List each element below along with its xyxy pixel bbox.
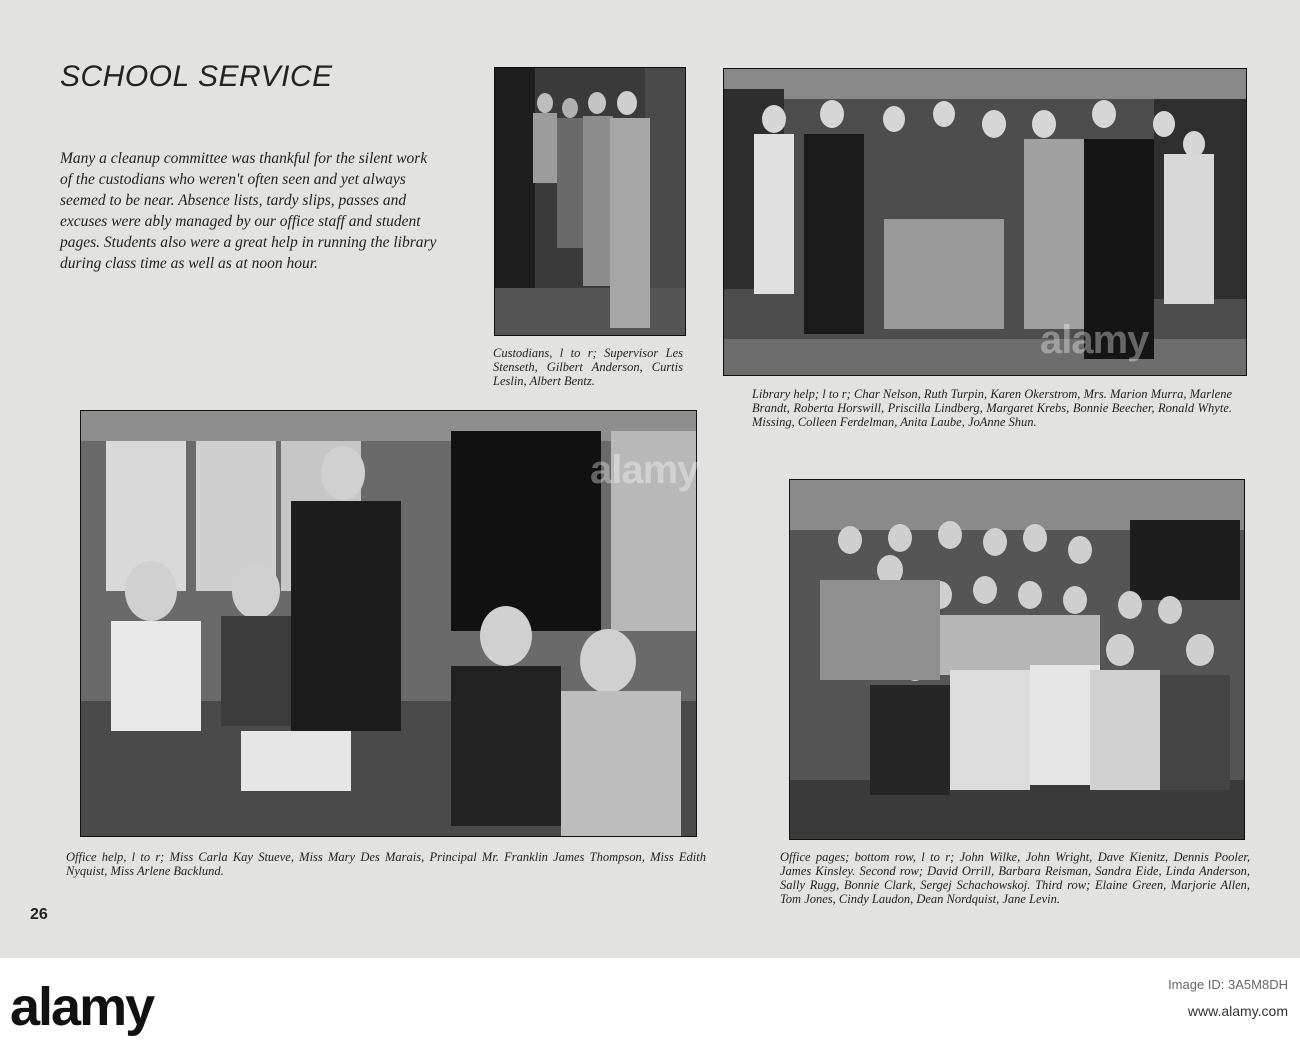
image-id: Image ID: 3A5M8DH — [1168, 977, 1288, 992]
office-pages-caption: Office pages; bottom row, l to r; John Wilke, John Wright, Dave Kienitz, Dennis Pooler, James Kinsley. Second row; David Orrill, Barbara Reisman, Sandra Eide, Linda Anderson, Sally Rugg, Bonnie Clark, Sergej Schachowskoj. Third row; Elaine Green, Marjorie Allen, Tom Jones, Cindy Laudon, Dean Nordquist, Jane Levin. — [780, 850, 1250, 906]
watermark-logo: alamy — [590, 448, 699, 492]
site-link[interactable]: www.alamy.com — [1187, 1003, 1288, 1019]
office-help-photo — [80, 410, 697, 837]
intro-paragraph: Many a cleanup committee was thankful for the silent work of the custodians who weren't often seen and yet always seemed to be near. Absence lists, tardy slips, passes and excuses were ably managed by our office staff and student pages. Students also were a great help in running the library during class time as well as at noon hour. — [60, 150, 437, 272]
office-help-caption: Office help, l to r; Miss Carla Kay Stueve, Miss Mary Des Marais, Principal Mr. Franklin James Thompson, Miss Edith Nyquist, Miss Arlene Backlund. — [66, 850, 706, 878]
custodians-photo — [494, 67, 686, 336]
office-pages-photo — [789, 479, 1245, 840]
alamy-logo: alamy — [10, 977, 154, 1037]
library-photo — [723, 68, 1247, 376]
footer-bar — [0, 958, 1300, 1049]
custodians-caption: Custodians, l to r; Supervisor Les Stenseth, Gilbert Anderson, Curtis Leslin, Albert Bentz. — [493, 346, 683, 388]
page-number: 26 — [30, 906, 48, 923]
page-title: SCHOOL SERVICE — [60, 60, 333, 93]
footer-info — [1168, 972, 1288, 1024]
watermark-logo: alamy — [1040, 318, 1149, 362]
library-caption: Library help; l to r; Char Nelson, Ruth Turpin, Karen Okerstrom, Mrs. Marion Murra, Marlene Brandt, Roberta Horswill, Priscilla Lindberg, Margaret Krebs, Bonnie Beecher, Ronald Whyte. Missing, Colleen Ferdelman, Anita Laube, JoAnne Shun. — [752, 387, 1232, 429]
